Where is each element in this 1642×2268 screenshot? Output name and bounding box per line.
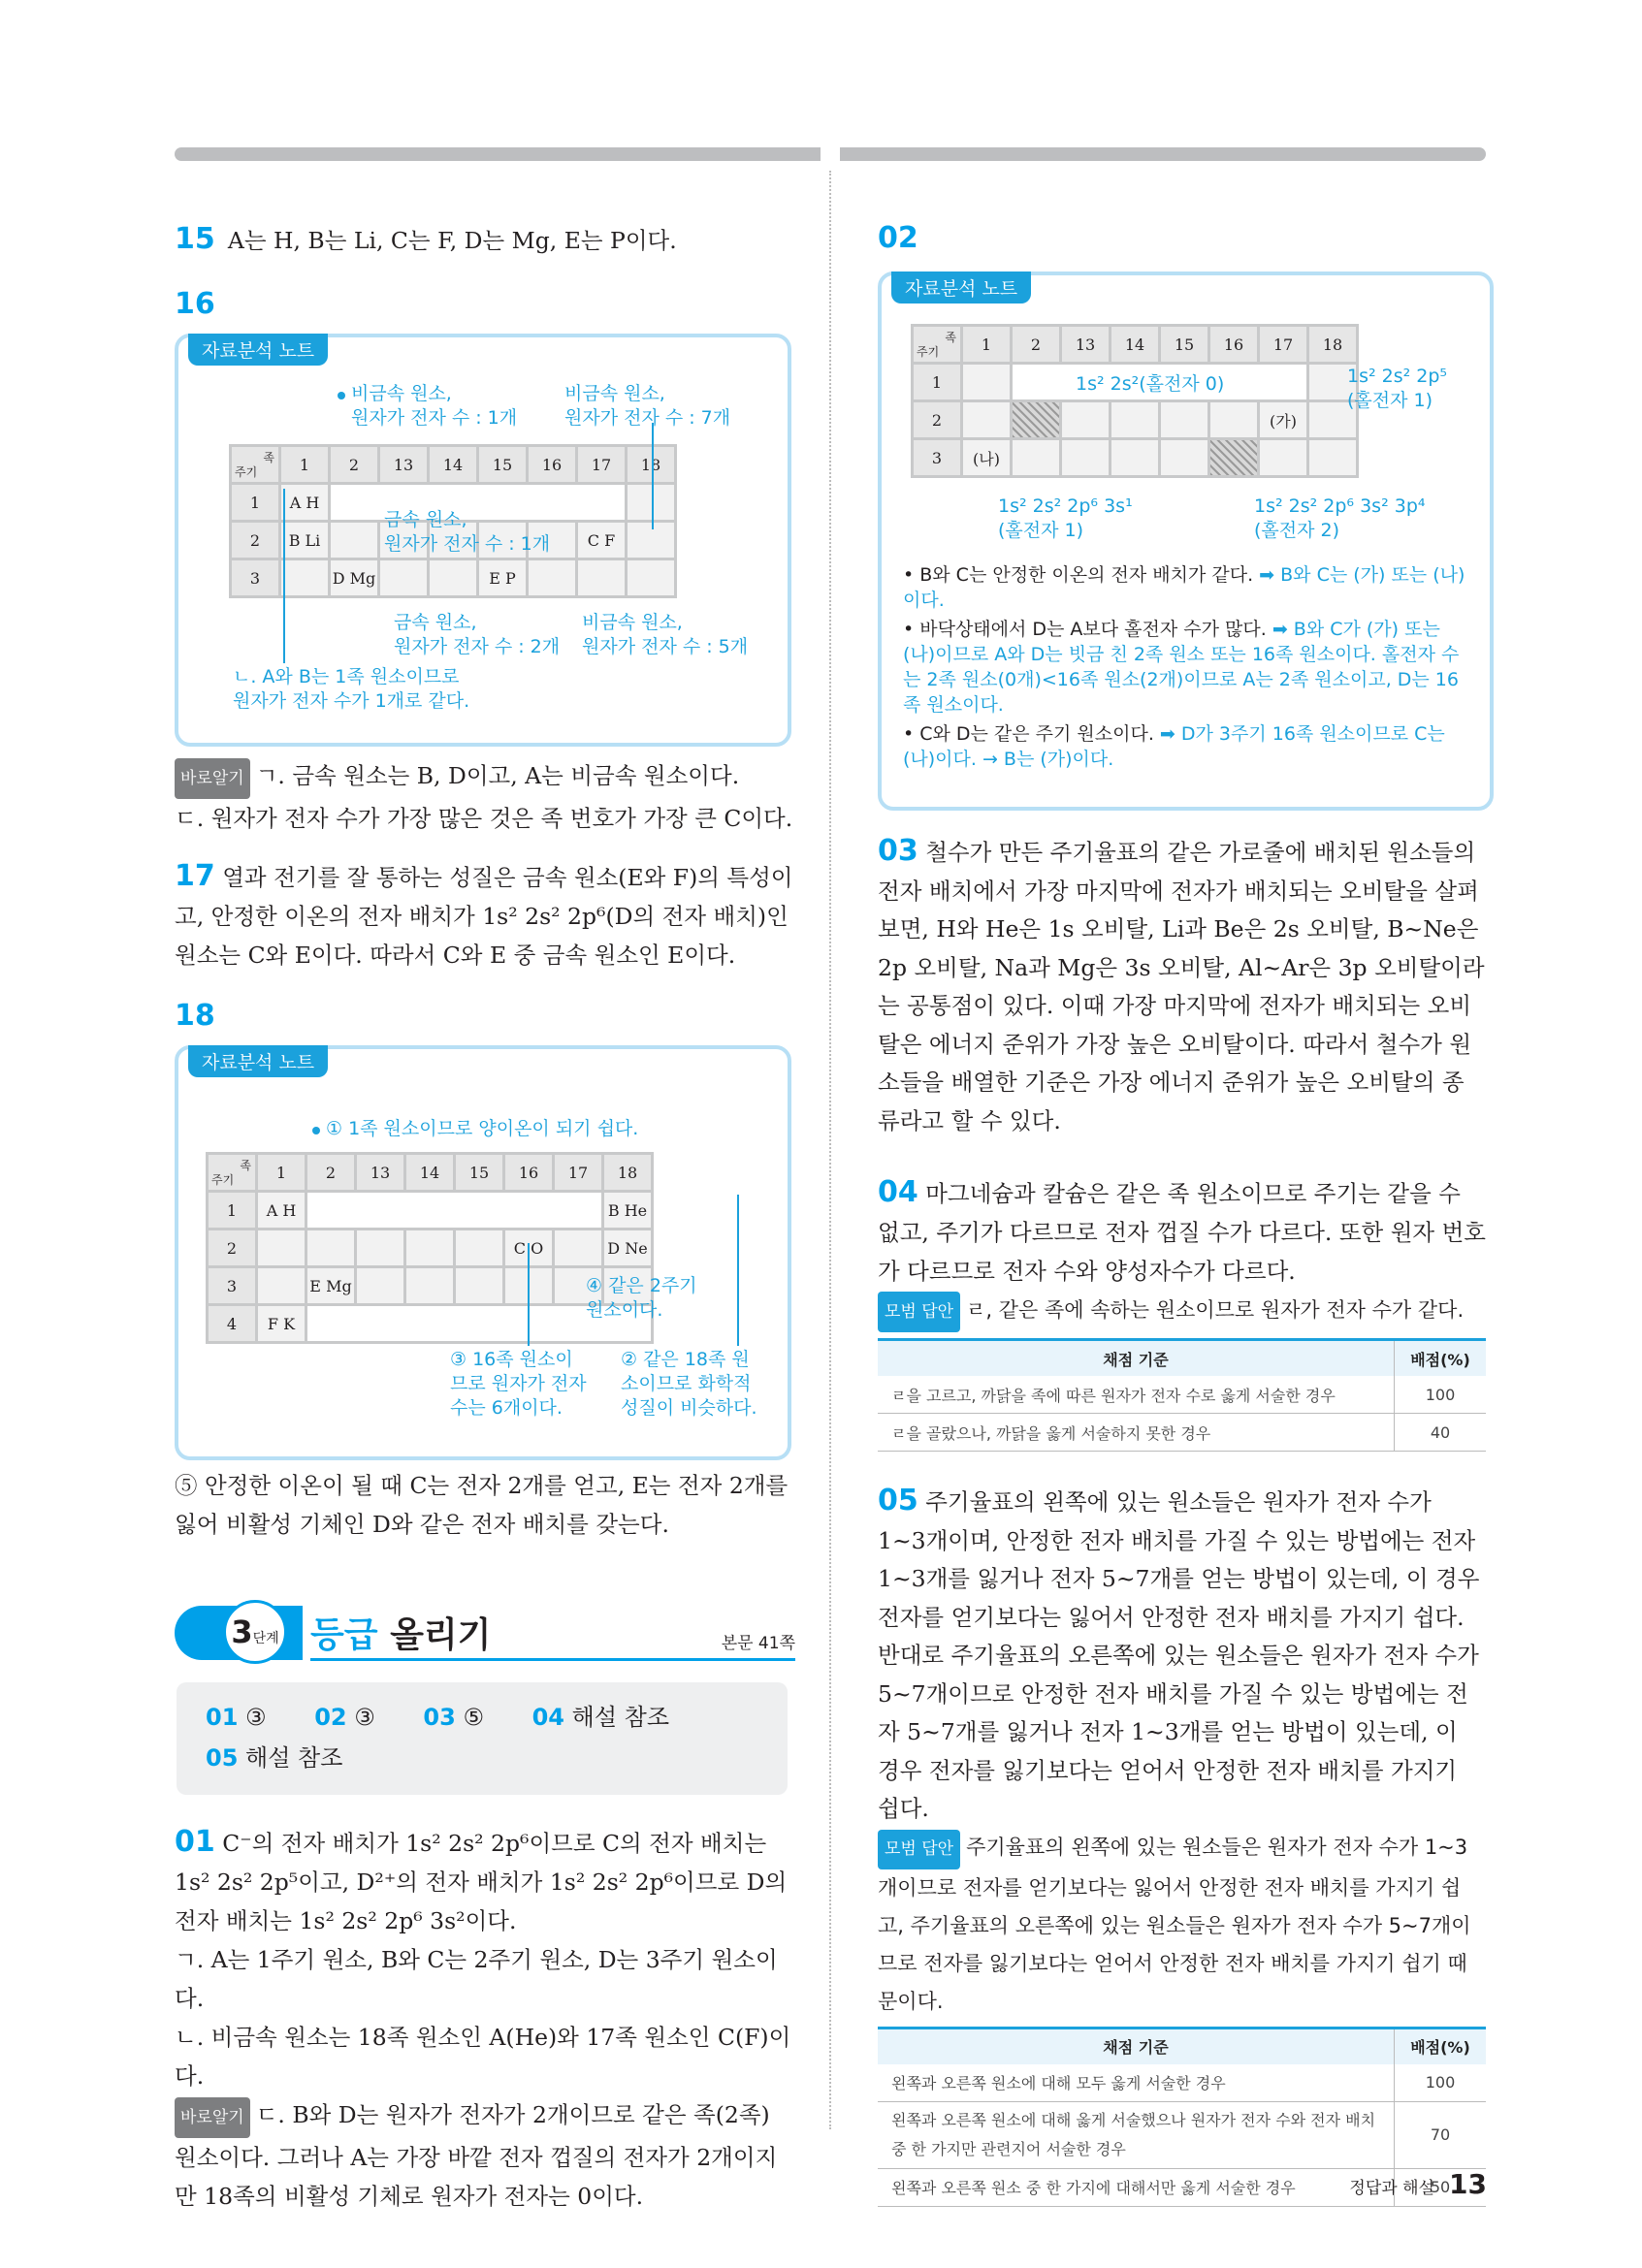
stage-header [175, 1600, 795, 1668]
grade-row [878, 1414, 1486, 1452]
grade-header-score: 배점(%) [1395, 2028, 1487, 2064]
q02-note-box [878, 272, 1494, 811]
q01-line2: ㄴ. 비금속 원소는 18족 원소인 A(He)와 17족 원소인 C(F)이다. [175, 2024, 791, 2090]
q18-col: 18 [604, 1155, 651, 1190]
q15-number: 15 [175, 222, 215, 256]
q16-cell-D: D Mg [331, 560, 377, 595]
footer-label: 정답과 해설 [1349, 2179, 1434, 2198]
q18-number-wrap [175, 999, 215, 1033]
q02-ann-bot2: 1s² 2s² 2p⁶ 3s² 3p⁴ (홀전자 2) [1254, 495, 1426, 541]
q03-text: 철수가 만든 주기율표의 같은 가로줄에 배치된 원소들의 전자 배치에서 가장 마지막에 전자가 배치되는 오비탈을 살펴보면, H와 He은 1s 오비탈, Li과 Be은 2s 오비탈, B~Ne은 2p 오비탈, Na과 Mg은 3s 오비탈, Al~Ar은 3p 오비탈이라는 공통점이 있다. 이때 가장 마지막에 전자가 배치되는 오비탈은 에너지 준위가 가장 높은 오비탈이다. 따라서 철수가 원소들을 배열한 기준은 가장 에너지 준위가 높은 오비탈의 종류라고 할 수 있다. [878, 839, 1485, 1134]
q18-dot [312, 1127, 320, 1134]
q16-ann-nonmetal1: 비금속 원소, 원자가 전자 수 : 1개 [351, 383, 518, 429]
q16-header-corner [232, 447, 278, 482]
answer-value: ③ [354, 1704, 375, 1731]
q16-row: 2 [232, 523, 278, 558]
q18-row: 4 [209, 1306, 255, 1341]
grade-score: 50 [1395, 2168, 1487, 2206]
q16-cell [430, 560, 476, 595]
q18-cell [258, 1268, 305, 1303]
q02-cell [1309, 440, 1356, 475]
grade-row [878, 2101, 1486, 2168]
q16-note-box [175, 334, 791, 747]
q16-number-wrap [175, 287, 215, 321]
footer [1349, 2168, 1487, 2200]
q02-col: 17 [1260, 327, 1306, 362]
q16-row: 1 [232, 485, 278, 520]
q16-cell [628, 523, 674, 558]
q02-bullet-conclusion: ➡ B와 C는 (가) 또는 (나)이다. [903, 564, 1465, 611]
q16-ann-metal2: 금속 원소, 원자가 전자 수 : 2개 [394, 612, 561, 657]
grade-header-criteria: 채점 기준 [878, 1340, 1395, 1377]
q16-ann-same: ㄴ. A와 B는 1족 원소이므로 원자가 전자 수가 1개로 같다. [233, 666, 470, 712]
q01-line1: ㄱ. A는 1주기 원소, B와 C는 2주기 원소, D는 3주기 원소이다. [175, 1946, 778, 2012]
grade-criteria: 왼쪽과 오른쪽 원소에 대해 옳게 서술했으나 원자가 전자 수와 전자 배치 중 한 가지만 관련지어 서술한 경우 [878, 2101, 1395, 2168]
q02-number: 02 [878, 221, 918, 255]
q18-note-tag: 자료분석 노트 [188, 1045, 328, 1077]
q16-ann-nonmetal7: 비금속 원소, 원자가 전자 수 : 7개 [564, 383, 731, 429]
q16-cell-A: A H [281, 485, 328, 520]
q16-header-group: 족 [263, 451, 274, 464]
q16-col: 14 [430, 447, 476, 482]
q18-row: 2 [209, 1230, 255, 1265]
stage-title-2: 올리기 [390, 1615, 492, 1655]
q18-col: 13 [357, 1155, 403, 1190]
q16-cell [578, 560, 625, 595]
q02-col: 2 [1013, 327, 1059, 362]
q02-cell [1260, 440, 1306, 475]
q01 [175, 1823, 795, 2216]
q18-col: 1 [258, 1155, 305, 1190]
q18-cell [258, 1230, 305, 1265]
q18-cell [357, 1268, 403, 1303]
q18-col: 17 [555, 1155, 601, 1190]
q16-col: 15 [479, 447, 526, 482]
grade-row [878, 2064, 1486, 2102]
q16-note-tag: 자료분석 노트 [188, 334, 328, 366]
q01-para [175, 1823, 795, 1940]
q16-cell [628, 560, 674, 595]
q01-baro-text: ㄷ. B와 D는 원자가 전자가 2개이므로 같은 족(2족) 원소이다. 그러나 A는 가장 바깥 전자 껍질의 전자가 2개이지만 18족의 비활성 기체로 원자가 전자는 0이다. [175, 2101, 778, 2210]
q16-cell [529, 560, 575, 595]
q16-ann-nonmetal5: 비금속 원소, 원자가 전자 수 : 5개 [582, 612, 749, 657]
q02-cell [1013, 440, 1059, 475]
q16-ann-metal1: 금속 원소, 원자가 전자 수 : 1개 [384, 509, 551, 555]
grade-criteria: ㄹ을 고르고, 까닭을 족에 따른 원자가 전자 수로 옳게 서술한 경우 [878, 1376, 1395, 1414]
q18-cell-D: D Ne [604, 1230, 651, 1265]
q16-col: 13 [380, 447, 427, 482]
q03-number: 03 [878, 834, 918, 868]
grade-score: 70 [1395, 2101, 1487, 2168]
q02-bullet-conclusion: ➡ D가 3주기 16족 원소이므로 C는 (나)이다. → B는 (가)이다. [903, 723, 1445, 770]
q18-cell-A: A H [258, 1193, 305, 1228]
q02-bullets [903, 562, 1475, 776]
q16-baro [175, 756, 795, 838]
q02-col: 14 [1111, 327, 1158, 362]
stage-page-ref: 본문 41쪽 [721, 1634, 795, 1653]
q18-header-group: 족 [240, 1159, 251, 1172]
q02-col: 1 [963, 327, 1010, 362]
q18-col: 16 [505, 1155, 552, 1190]
grade-criteria: 왼쪽과 오른쪽 원소에 대해 모두 옳게 서술한 경우 [878, 2064, 1395, 2102]
q16-dot [338, 392, 345, 399]
q18-col: 14 [406, 1155, 453, 1190]
stage-step-suffix: 단계 [252, 1631, 279, 1646]
q18-cell-C: C O [505, 1230, 552, 1265]
q02-cell [1210, 402, 1257, 437]
grade-score: 40 [1395, 1414, 1487, 1452]
q02-cell-ga: (가) [1260, 402, 1306, 437]
q17 [175, 857, 795, 974]
q16-cell [380, 560, 427, 595]
grade-header-criteria: 채점 기준 [878, 2028, 1395, 2064]
q04-text: 마그네슘과 칼슘은 같은 족 원소이므로 주기는 같을 수 없고, 주기가 다르므로 전자 껍질 수가 다르다. 또한 원자 번호가 다르므로 전자 수와 양성자수가 다르다. [878, 1180, 1486, 1285]
q16-cell-B: B Li [281, 523, 328, 558]
column-divider [829, 171, 831, 2129]
q02-header-period: 주기 [917, 345, 940, 359]
q15 [175, 221, 795, 260]
grade-row [878, 1376, 1486, 1414]
q18-ann4: ④ 같은 2주기 원소이다. [586, 1275, 697, 1321]
q18-col: 15 [456, 1155, 502, 1190]
q16-baro2-text: ㄷ. 원자가 전자 수가 가장 많은 것은 족 번호가 가장 큰 C이다. [175, 805, 793, 832]
q17-para [175, 857, 795, 974]
q02-row: 1 [914, 365, 960, 399]
q18-cell-F: F K [258, 1306, 305, 1341]
q01-number: 01 [175, 1825, 215, 1859]
q18-cell [307, 1230, 354, 1265]
baro-badge: 바로알기 [175, 2097, 250, 2138]
q02-bullet [903, 617, 1475, 718]
q02-hatched-cell [1210, 440, 1257, 475]
answers-box [177, 1682, 788, 1795]
q18-cell [456, 1230, 502, 1265]
answer-value: ⑤ [463, 1704, 484, 1731]
q18-header-period: 주기 [211, 1173, 235, 1187]
q05-number: 05 [878, 1484, 918, 1517]
answer-value: ③ [245, 1704, 267, 1731]
q18-gap [307, 1193, 601, 1228]
q02-col: 15 [1161, 327, 1207, 362]
model-answer-badge: 모범 답안 [878, 1830, 960, 1869]
q02-hatched-cell [1013, 402, 1059, 437]
answer-value: 해설 참조 [245, 1744, 343, 1772]
q18-header-corner [209, 1155, 255, 1190]
q04-model-para [878, 1291, 1486, 1332]
q18-row: 3 [209, 1268, 255, 1303]
q02-periodic-table [911, 324, 1359, 478]
q16-number: 16 [175, 287, 215, 321]
baro-badge: 바로알기 [175, 758, 250, 799]
q05-model-text: 주기율표의 왼쪽에 있는 원소들은 원자가 전자 수가 1~3개이므로 전자를 얻기보다는 잃어서 안정한 전자 배치를 가지기 쉽고, 주기율표의 오른쪽에 있는 원소들은 원자가 전자 수가 5~7개이므로 전자를 잃기보다는 얻어서 안정한 전자 배치를 가지기 쉽기 때문이다. [878, 1835, 1471, 2013]
q18-ann3: ③ 16족 원소이 므로 원자가 전자 수는 6개이다. [450, 1349, 587, 1419]
q18-line [528, 1243, 530, 1346]
q16-row: 3 [232, 560, 278, 595]
q02-cell-na: (나) [963, 440, 1010, 475]
q02-bullet-lead: • 바닥상태에서 D는 A보다 홀전자 수가 많다. [903, 619, 1267, 640]
q18-note-box [175, 1045, 791, 1460]
q18-col: 2 [307, 1155, 354, 1190]
q02-col: 18 [1309, 327, 1356, 362]
stage-title [310, 1608, 491, 1657]
q02-cell [963, 402, 1010, 437]
stage-title-1: 등급 [310, 1615, 378, 1655]
q02-cell [1161, 440, 1207, 475]
q05-model-para [878, 1829, 1486, 2021]
q02-row: 3 [914, 440, 960, 475]
q02-col: 16 [1210, 327, 1257, 362]
q03 [878, 832, 1486, 1140]
grade-score: 100 [1395, 2064, 1487, 2102]
q02-number-wrap [878, 221, 918, 255]
answer-num: 02 [314, 1704, 347, 1731]
answer-num: 03 [423, 1704, 456, 1731]
q15-text: A는 H, B는 Li, C는 F, D는 Mg, E는 P이다. [227, 227, 677, 254]
q17-text: 열과 전기를 잘 통하는 성질은 금속 원소(E와 F)의 특성이고, 안정한 이온의 전자 배치가 1s² 2s² 2p⁶(D의 전자 배치)인 원소는 C와 E이다. 따라서 C와 E 중 금속 원소인 E이다. [175, 864, 793, 969]
q04-number: 04 [878, 1175, 918, 1209]
q02-cell [1161, 402, 1207, 437]
grade-header-score: 배점(%) [1395, 1340, 1487, 1377]
q16-cell-E: E P [479, 560, 526, 595]
q02-bullet [903, 721, 1475, 772]
q17-number: 17 [175, 859, 215, 893]
q02-header-corner [914, 327, 960, 362]
answer-num: 01 [206, 1704, 239, 1731]
q16-baro-line1 [175, 756, 795, 799]
q02-cell [1062, 440, 1109, 475]
q01-text: C⁻의 전자 배치가 1s² 2s² 2p⁶이므로 C의 전자 배치는 1s² 2s² 2p⁵이고, D²⁺의 전자 배치가 1s² 2s² 2p⁶이므로 D의 전자 배치는 1s² 2s² 2p⁶ 3s²이다. [175, 1830, 788, 1934]
q04-para [878, 1173, 1486, 1291]
q02-bullet [903, 562, 1475, 613]
q16-cell-C: C F [578, 523, 625, 558]
answer-row-1 [206, 1698, 669, 1732]
q16-col: 18 [628, 447, 674, 482]
q16-line [283, 489, 285, 663]
q02-ann-top1: 1s² 2s²(홀전자 0) [1076, 373, 1225, 395]
q04 [878, 1173, 1486, 1452]
q16-header-period: 주기 [235, 465, 258, 479]
stage-step: 3 [231, 1613, 253, 1650]
q16-cell [281, 560, 328, 595]
q02-row: 2 [914, 402, 960, 437]
q16-col: 1 [281, 447, 328, 482]
answer-row-2 [206, 1739, 342, 1773]
q18-cell [555, 1230, 601, 1265]
q02-bullet-conclusion: ➡ B와 C가 (가) 또는 (나)이므로 A와 D는 빗금 친 2족 원소 또는 16족 원소이다. 홀전자 수는 2족 원소(0개)<16족 원소(2개)이므로 A는 2족 원소이고, D는 16족 원소이다. [903, 619, 1460, 716]
q05-para [878, 1482, 1486, 1829]
q18-line [737, 1195, 739, 1346]
q02-bullet-lead: • C와 D는 같은 주기 원소이다. [903, 723, 1154, 745]
stage-circle [223, 1600, 287, 1664]
q18-ann1: ① 1족 원소이므로 양이온이 되기 쉽다. [326, 1118, 639, 1139]
answer-num: 04 [531, 1704, 565, 1731]
q05-text: 주기율표의 왼쪽에 있는 원소들은 원자가 전자 수가 1~3개이며, 안정한 전자 배치를 가질 수 있는 방법에는 전자 1~3개를 잃거나 전자 5~7개를 얻는 방법이 있는데, 이 경우 전자를 얻기보다는 잃어서 안정한 전자 배치를 가지기 쉽다. 반대로 주기율표의 오른쪽에 있는 원소들은 원자가 전자 수가 5~7개이므로 안정한 전자 배치를 가질 수 있는 방법에는 전자 5~7개를 잃거나 전자 1~3개를 얻는 방법이 있는데, 이 경우 전자를 잃기보다는 얻어서 안정한 전자 배치를 가지기 쉽다. [878, 1488, 1480, 1822]
answer-num: 05 [206, 1744, 239, 1772]
q16-line [652, 423, 654, 529]
q16-col: 2 [331, 447, 377, 482]
q16-col: 17 [578, 447, 625, 482]
q16-cell [331, 523, 377, 558]
grade-criteria: ㄹ을 골랐으나, 까닭을 옳게 서술하지 못한 경우 [878, 1414, 1395, 1452]
q03-para [878, 832, 1486, 1140]
q02-cell [1111, 402, 1158, 437]
grade-score: 100 [1395, 1376, 1487, 1414]
q02-ann-bot1: 1s² 2s² 2p⁶ 3s¹ (홀전자 1) [998, 495, 1133, 541]
q02-cell [1062, 402, 1109, 437]
q02-ann-top2: 1s² 2s² 2p⁵ (홀전자 1) [1347, 366, 1448, 411]
q18-cell [456, 1268, 502, 1303]
q18-cell [406, 1230, 453, 1265]
q18-text: ⑤ 안정한 이온이 될 때 C는 전자 2개를 얻고, E는 전자 2개를 잃어 비활성 기체인 D와 같은 전자 배치를 갖는다. [175, 1472, 789, 1538]
answer-value: 해설 참조 [571, 1704, 670, 1731]
q01-baro-para [175, 2095, 795, 2216]
q18-cell [357, 1230, 403, 1265]
q04-model-text: ㄹ, 같은 족에 속하는 원소이므로 원자가 전자 수가 같다. [966, 1298, 1465, 1322]
stage-underline [310, 1658, 795, 1661]
model-answer-badge: 모범 답안 [878, 1292, 960, 1332]
q02-cell [1111, 440, 1158, 475]
grade-criteria: 왼쪽과 오른쪽 원소 중 한 가지에 대해서만 옳게 서술한 경우 [878, 2168, 1395, 2206]
q18-cell-E: E Mg [307, 1268, 354, 1303]
q02-note-tag: 자료분석 노트 [891, 272, 1031, 303]
q02-header-group: 족 [945, 331, 956, 344]
q02-cell [963, 365, 1010, 399]
q18-cell-B: B He [604, 1193, 651, 1228]
q05 [878, 1482, 1486, 2207]
q02-col: 13 [1062, 327, 1109, 362]
q18-row: 1 [209, 1193, 255, 1228]
q16-col: 16 [529, 447, 575, 482]
q18-number: 18 [175, 999, 215, 1033]
q16-baro1-text: ㄱ. 금속 원소는 B, D이고, A는 비금속 원소이다. [255, 762, 740, 789]
page-number: 13 [1449, 2168, 1487, 2200]
q04-grade-table [878, 1338, 1486, 1452]
q18-ann2: ② 같은 18족 원 소이므로 화학적 성질이 비슷하다. [621, 1349, 757, 1419]
q02-bullet-lead: • B와 C는 안정한 이온의 전자 배치가 같다. [903, 564, 1254, 586]
q18-text-wrap [175, 1466, 795, 1544]
q16-cell [628, 485, 674, 520]
q18-cell [406, 1268, 453, 1303]
